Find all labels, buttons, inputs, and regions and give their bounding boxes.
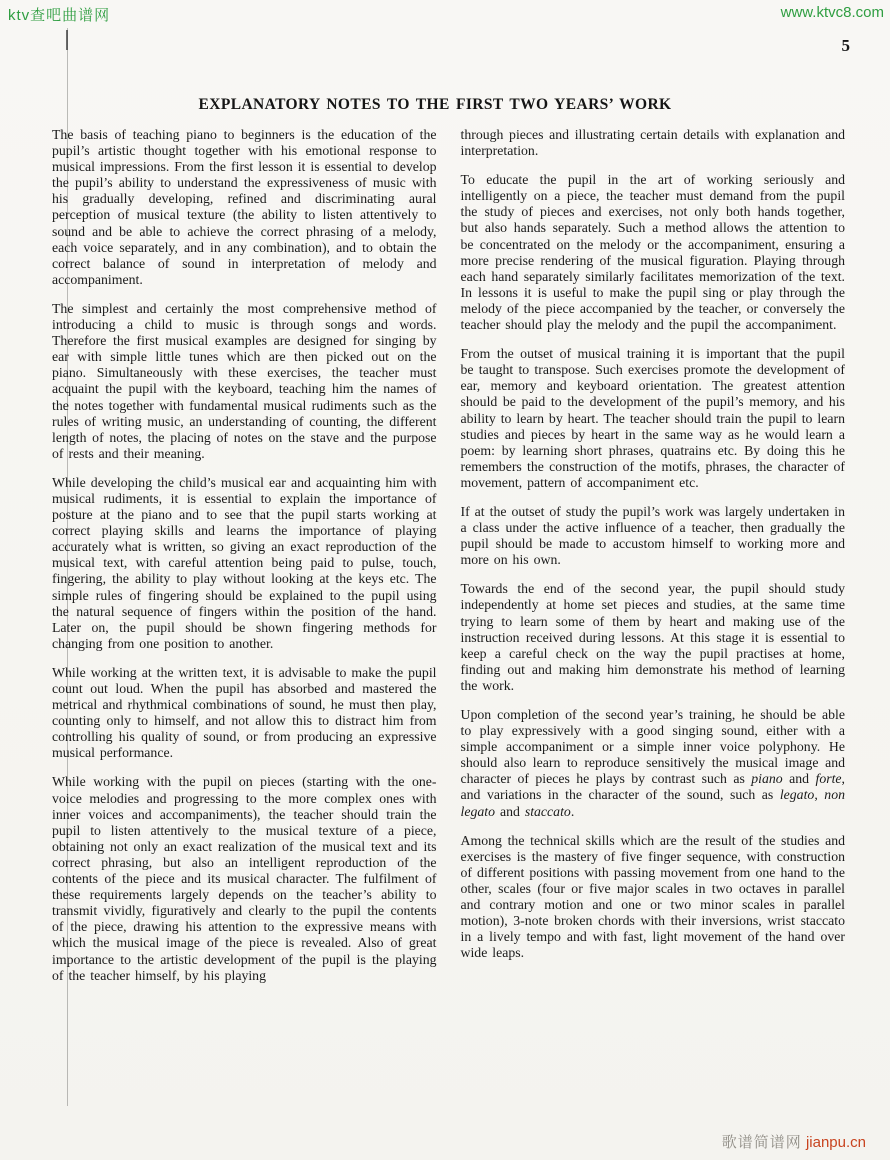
paragraph: While developing the child’s musical ear and acquainting him with musical rudiments, it is essential to explain the importance of posture at the piano and to see that the pupil starts working at correct playing skills and learns the importance of playing accurately what is written, so giving an exact reproduction of the musical text, with careful attention being paid to pulse, touch, fingering, the ability to play without looking at the keys etc. The simple rules of fingering should be explained to the pupil using the natural sequence of fingers within the position of the hand. Later on, the pupil should be shown fingering methods for changing from one position to another. <box>52 474 437 651</box>
page-number: 5 <box>841 36 850 55</box>
paragraph: Among the technical skills which are the result of the studies and exercises is the mastery of five finger sequence, with construction of different positions with passing movement from one hand to the other, scales (four or five major scales in two octaves in parallel and contrary motion and one or two minor scales in parallel motion), 3-note broken chords with their inversions, wrist staccato in a lively tempo and with fast, light movement of the hand over wide leaps. <box>460 832 845 961</box>
binding-fold-tick <box>66 30 68 50</box>
paragraph: While working with the pupil on pieces (starting with the one-voice melodies and progressing to the more complex ones with inner voices and accompaniments), the teacher should train the pupil to listen attentively to the musical texture of a piece, obtaining not only an exact realization of the musical text and its correct phrasing, but also an intelligent reproduction of the contents of the piece and its musical character. The fulfilment of these requirements largely depends on the teacher’s ability to transmit vividly, figuratively and clearly to the pupil the contents of the piece, drawing his attention to the expressive means with which the musical image of the piece is revealed. Also of great importance to the artistic development of the pupil is the playing of the teacher himself, by his playing <box>52 774 437 983</box>
two-column-text-block <box>52 127 845 984</box>
watermark-top-right: www.ktvc8.com <box>780 4 884 21</box>
paragraph: Towards the end of the second year, the pupil should study independently at home set pieces and studies, at the same time trying to learn some of them by heart and making use of the instruction received during lessons. At this stage it is essential to keep a careful check on the way the pupil practises at home, finding out and making him demonstrate his method of learning the work. <box>460 581 845 693</box>
column-left <box>52 127 437 984</box>
paragraph: While working at the written text, it is advisable to make the pupil count out loud. When the pupil has absorbed and mastered the metrical and rhythmical combinations of sound, he must then play, counting only to himself, and not allow this to distract him from controlling his quality of sound, or from producing an expressive musical performance. <box>52 664 437 761</box>
paragraph: through pieces and illustrating certain details with explanation and interpretation. <box>460 127 845 159</box>
page-title: EXPLANATORY NOTES TO THE FIRST TWO YEARS’ WORK <box>198 96 672 113</box>
watermark-site-domain: jianpu.cn <box>805 1134 866 1151</box>
paragraph: From the outset of musical training it is important that the pupil be taught to transpose. Such exercises promote the development of ear, memory and keyboard orientation. The greatest attention should be paid to the development of the pupil’s memory, and his ability to learn by heart. The teacher should train the pupil to learn studies and pieces by heart in the same way as he would learn a poem: by learning short phrases, quatrains etc. By doing this he remembers the construction of the motifs, phrases, the character of movement, pattern of accompaniment etc. <box>460 346 845 490</box>
watermark-bottom-right <box>722 1131 866 1152</box>
watermark-site-name: 歌谱简谱网 <box>721 1134 802 1151</box>
column-right <box>461 127 846 984</box>
paragraph: Upon completion of the second year’s training, he should be able to play expressively with a good singing sound, either with a simple accompaniment or a simple inner voice polyphony. He should also learn to reproduce sensitively the musical image and character of pieces he plays by contrast such as piano and forte, and variations in the character of the sound, such as legato, non legato and staccato. <box>460 707 845 819</box>
paragraph: If at the outset of study the pupil’s work was largely undertaken in a class under the active influence of a teacher, then gradually the pupil should be made to accustom himself to working more and more on his own. <box>460 503 845 568</box>
paragraph: The simplest and certainly the most comprehensive method of introducing a child to music is through songs and words. Therefore the first musical examples are designed for singing by ear with simple little tunes which are then picked out on the piano. Simultaneously with these exercises, the teacher must acquaint the pupil with the keyboard, teaching him the names of the notes together with fundamental musical rudiments such as the rules of writing music, an understanding of counting, the different length of notes, the placing of notes on the stave and the purpose of rests and their meaning. <box>52 300 437 461</box>
watermark-top-left: ktv查吧曲谱网 <box>8 7 111 24</box>
paragraph: The basis of teaching piano to beginners is the education of the pupil’s artistic thought together with his emotional response to musical impressions. From the first lesson it is essential to develop the pupil’s ability to understand the expressiveness of music with his gradually developing, refined and discriminating aural perception of musical texture (the ability to listen attentively to sound and be able to achieve the correct phrasing of a melody, each voice separately, and in any combination), and to obtain the correct balance of sound in interpretation of melody and accompaniment. <box>52 127 437 287</box>
paragraph: To educate the pupil in the art of working seriously and intelligently on a piece, the teacher must demand from the pupil the study of pieces and exercises, not only both hands together, but also hands separately. Such a method allows the attention to be concentrated on the melody or the accompaniment, ensuring a more precise rendering of the musical figuration. Playing through each hand separately similarly facilitates memorization of the text. In lessons it is useful to make the pupil sing or play through the melody of the piece accompanied by the teacher, or conversely the teacher should play the melody and the pupil the accompaniment. <box>460 172 845 333</box>
